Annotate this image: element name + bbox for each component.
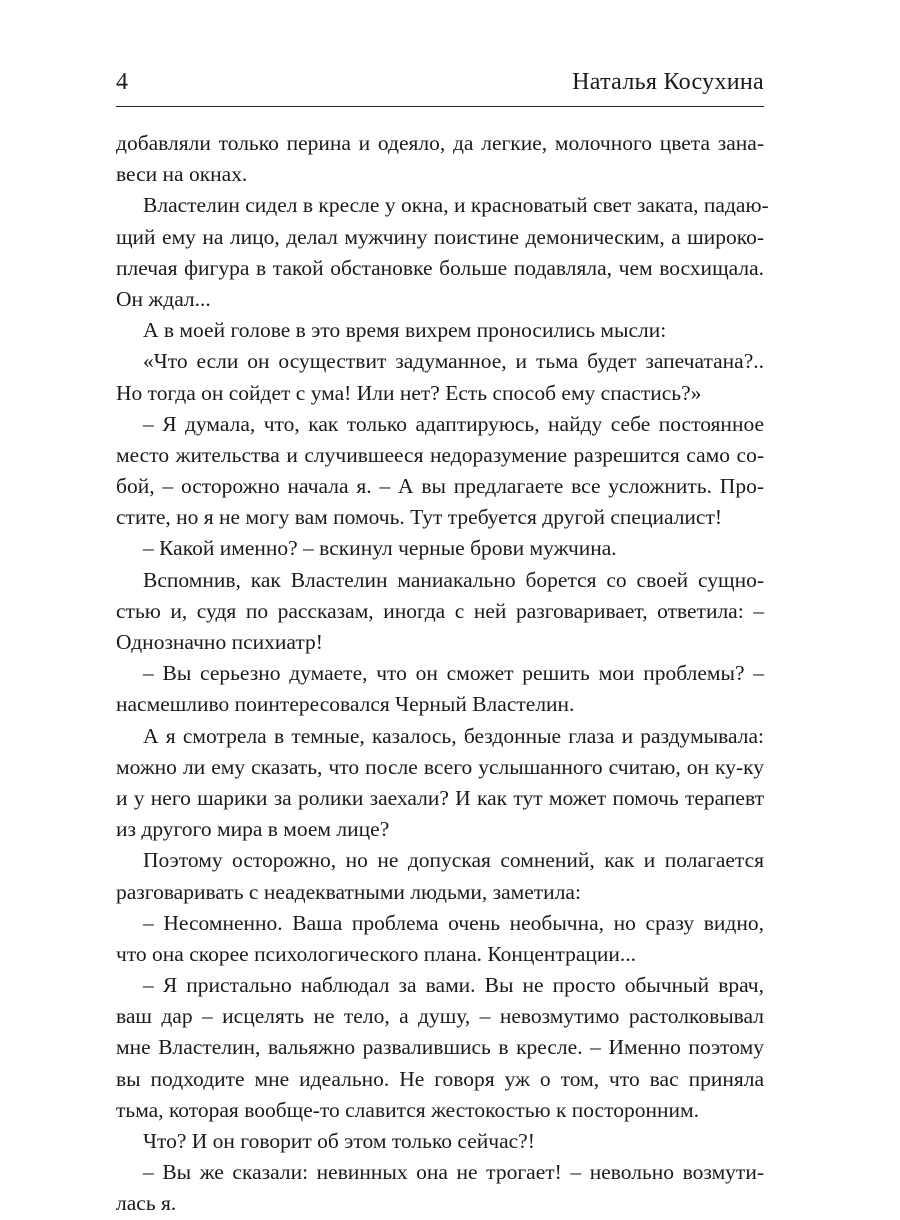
text-line: Что? И он говорит об этом только сейчас?! — [143, 1129, 535, 1153]
text-line: и у него шарики за ролики заехали? И как тут может помочь терапевт — [116, 785, 764, 810]
text-line: вы подходите мне идеально. Не говоря уж о том, что вас приняла — [116, 1066, 764, 1091]
text-line: разговаривать с неадекватными людьми, заметила: — [116, 879, 581, 904]
text-line: стью и, судя по рассказам, иногда с ней разговаривает, ответила: – — [116, 598, 764, 623]
text-line: А я смотрела в темные, казалось, бездонные глаза и раздумывала: — [143, 723, 764, 748]
text-line: веси на окнах. — [116, 162, 248, 187]
text-line: А в моей голове в это время вихрем проносились мысли: — [143, 318, 667, 343]
running-head-author: Наталья Косухина — [572, 69, 764, 95]
text-line: – Вы же сказали: невинных она не трогает! – невольно возмути- — [143, 1160, 764, 1185]
text-line: тьма, которая вообще-то славится жестокостью к посторонним. — [116, 1097, 699, 1122]
text-line: Властелин сидел в кресле у окна, и красноватый свет заката, падаю- — [143, 193, 769, 218]
text-line: что она скорее психологического плана. Концентрации... — [116, 941, 637, 966]
text-line: – Я думала, что, как только адаптируюсь, найду себе постоянное — [143, 411, 764, 436]
text-line: насмешливо поинтересовался Черный Властелин. — [116, 692, 575, 717]
text-line: добавляли только перина и одеяло, да легкие, молочного цвета зана- — [116, 131, 764, 155]
text-line: – Я пристально наблюдал за вами. Вы не просто обычный врач, — [143, 973, 764, 998]
text-line: щий ему на лицо, делал мужчину поистине демоническим, а широко- — [116, 224, 764, 249]
text-line: Однозначно психиатр! — [116, 630, 323, 654]
text-line: лась я. — [116, 1191, 177, 1216]
text-line: – Несомненно. Ваша проблема очень необычна, но сразу видно, — [143, 910, 764, 935]
text-line: можно ли ему сказать, что после всего услышанного считаю, он ку-ку — [116, 754, 764, 779]
text-line: из другого мира в моем лице? — [116, 817, 390, 842]
text-line: место жительства и случившееся недоразумение разрешится само со- — [116, 442, 764, 467]
text-line: плечая фигура в такой обстановке больше подавляла, чем восхищала. — [116, 255, 764, 280]
text-line: «Что если он осуществит задуманное, и тьма будет запечатана?.. — [143, 349, 764, 374]
text-line: Поэтому осторожно, но не допуская сомнений, как и полагается — [143, 848, 764, 873]
page-number: 4 — [116, 69, 128, 95]
text-line: – Какой именно? – вскинул черные брови мужчина. — [143, 536, 617, 561]
page-header — [116, 66, 764, 107]
text-line: стите, но я не могу вам помочь. Тут требуется другой специалист! — [116, 505, 723, 530]
text-line: Но тогда он сойдет с ума! Или нет? Есть способ ему спастись?» — [116, 380, 702, 405]
text-line: – Вы серьезно думаете, что он сможет решить мои проблемы? – — [143, 661, 764, 686]
text-line: ваш дар – исцелять не тело, а душу, – невозмутимо растолковывал — [116, 1004, 764, 1029]
text-line: Он ждал... — [116, 286, 211, 311]
text-line: Вспомнив, как Властелин маниакально борется со своей сущно- — [143, 567, 764, 592]
text-line: мне Властелин, вальяжно развалившись в кресле. – Именно поэтому — [116, 1035, 764, 1060]
text-line: бой, – осторожно начала я. – А вы предлагаете все усложнить. Про- — [116, 474, 764, 499]
body-text — [116, 128, 769, 1220]
